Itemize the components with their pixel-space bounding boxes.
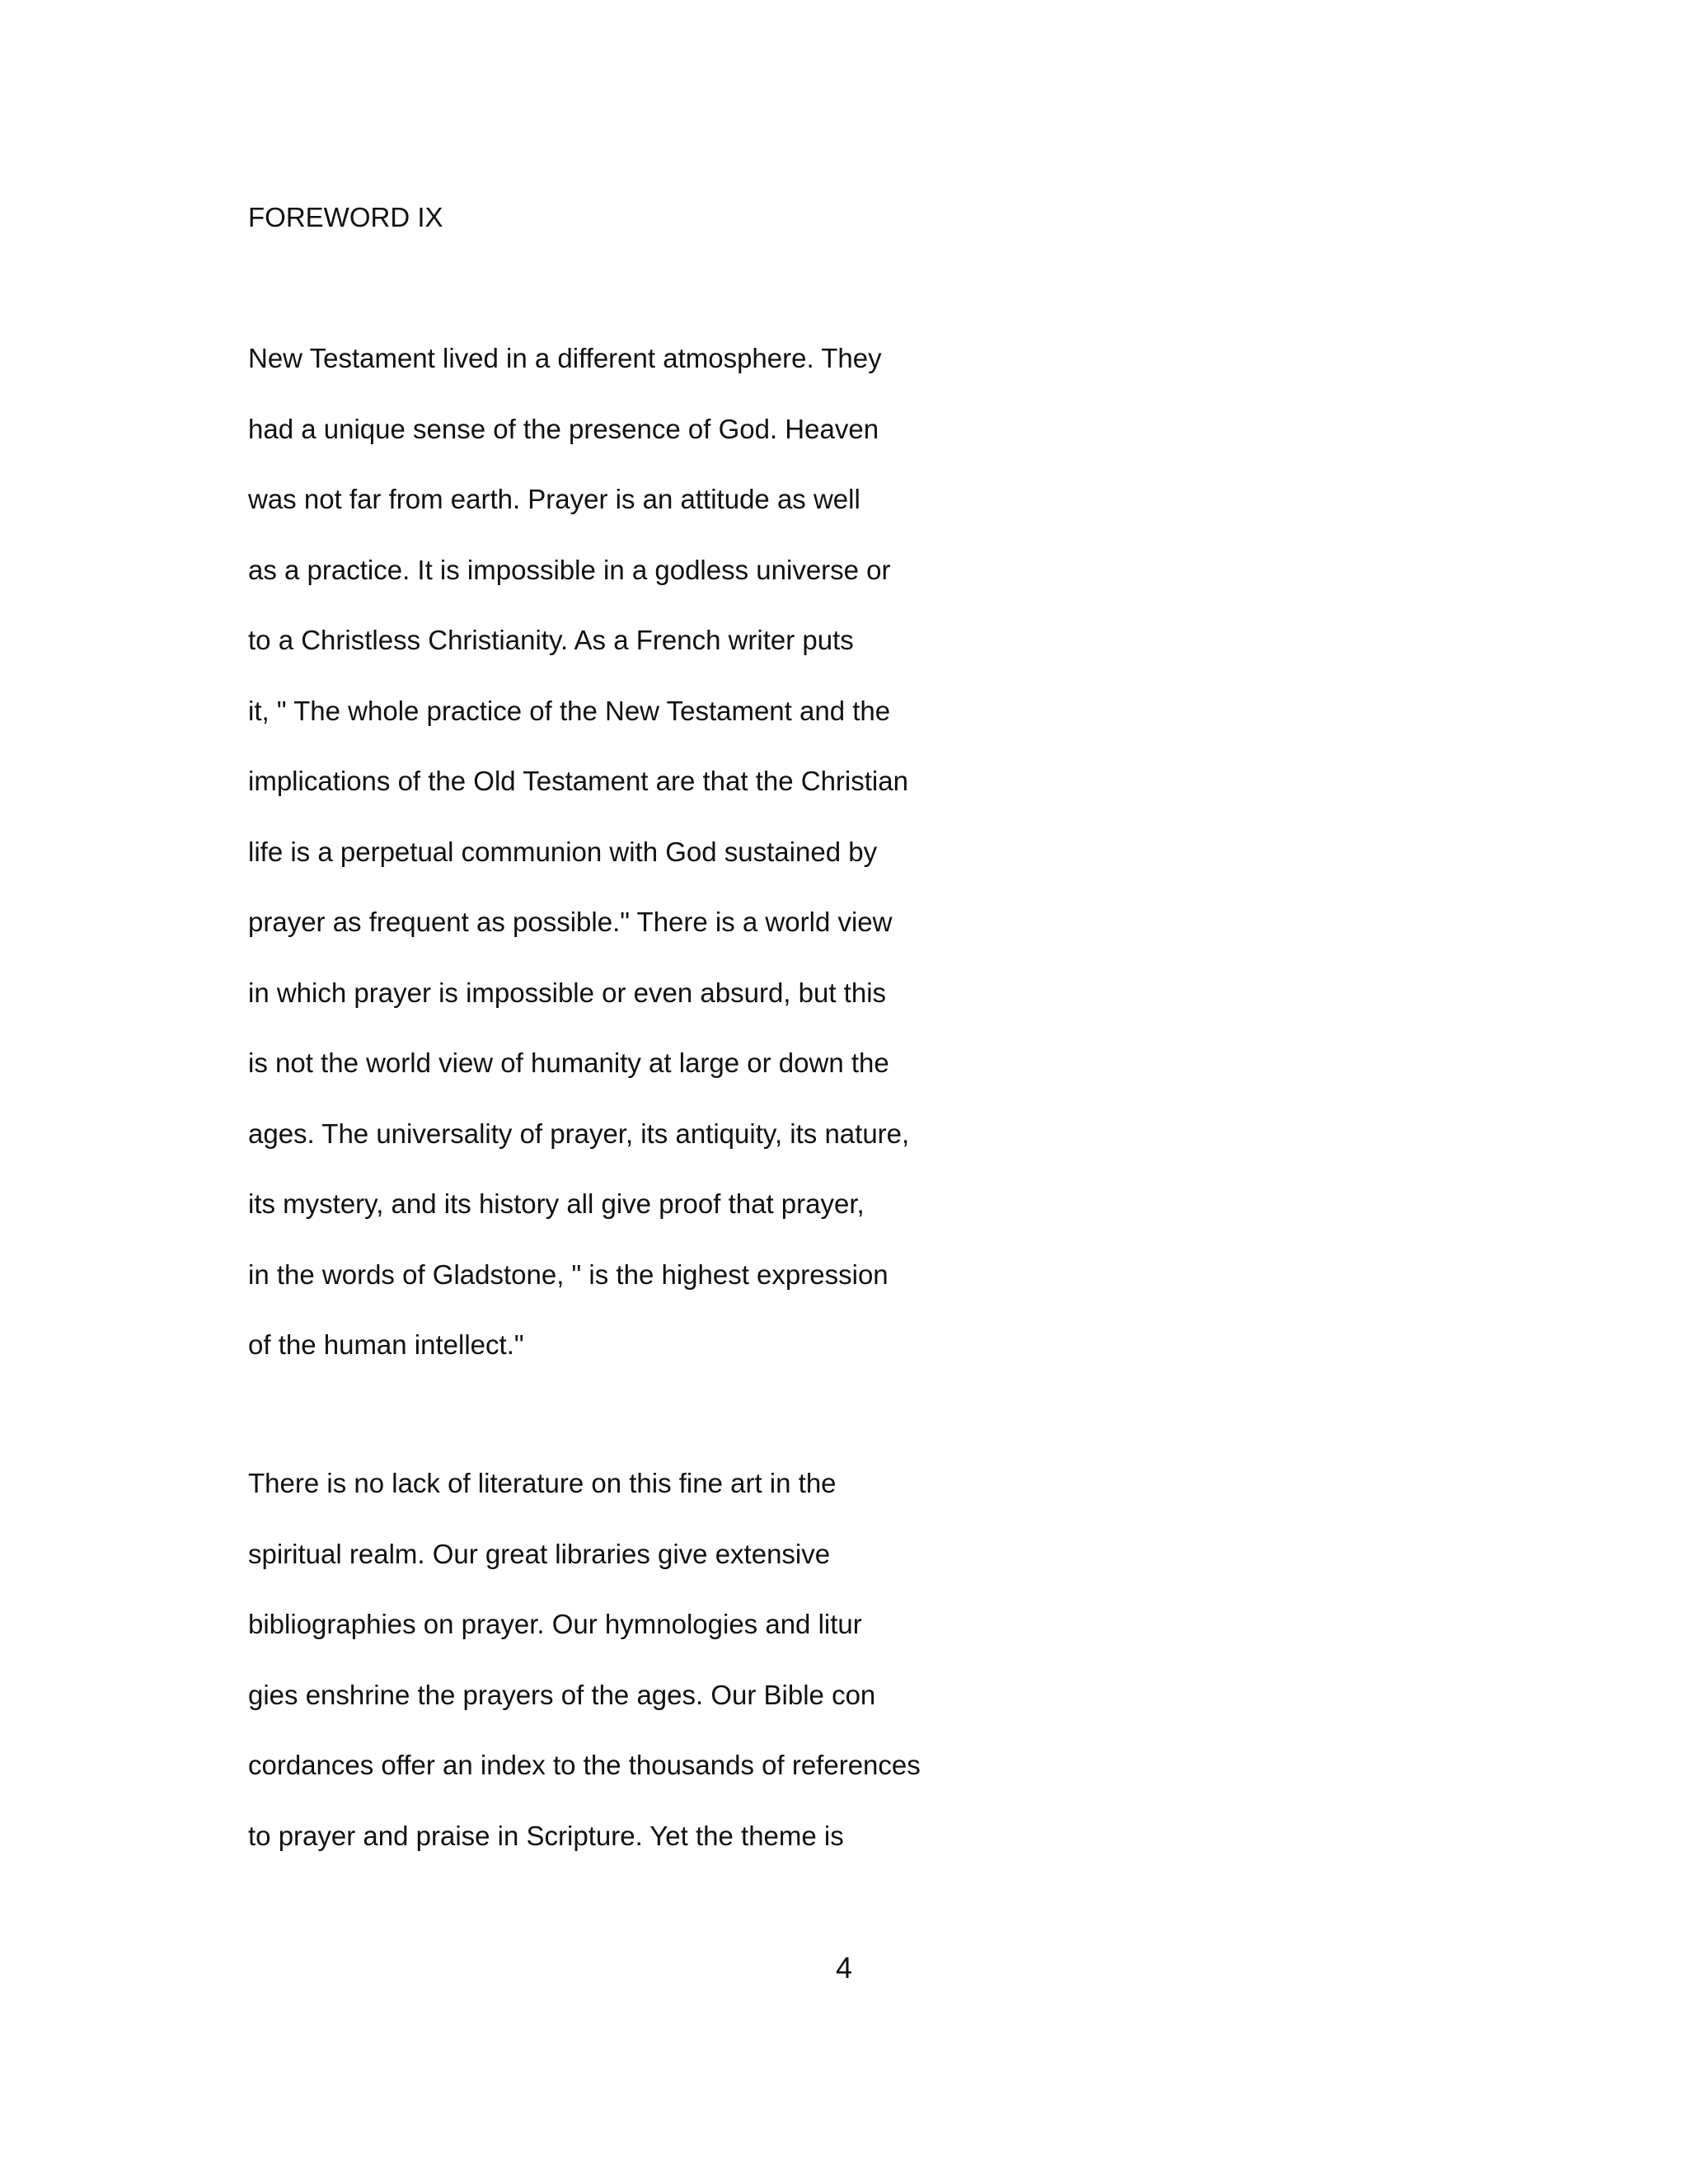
text-line: spiritual realm. Our great libraries give extensive bbox=[248, 1538, 831, 1569]
text-line: to prayer and praise in Scripture. Yet the theme is bbox=[248, 1820, 844, 1851]
text-line: as a practice. It is impossible in a godless universe or bbox=[248, 554, 891, 585]
text-line: implications of the Old Testament are that the Christian bbox=[248, 766, 908, 796]
text-line: There is no lack of literature on this fine art in the bbox=[248, 1468, 837, 1498]
text-line: in the words of Gladstone, " is the highest expression bbox=[248, 1258, 889, 1290]
text-line: is not the world view of humanity at large or down the bbox=[248, 1047, 889, 1078]
paragraph-1 bbox=[248, 340, 909, 1397]
text-line: had a unique sense of the presence of God. Heaven bbox=[248, 413, 879, 444]
text-line: it, " The whole practice of the New Testament and the bbox=[248, 695, 891, 726]
text-line: in which prayer is impossible or even absurd, but this bbox=[248, 977, 887, 1008]
page-number: 4 bbox=[835, 1951, 853, 1985]
text-line: New Testament lived in a different atmosphere. They bbox=[248, 343, 882, 373]
text-line: its mystery, and its history all give proof that prayer, bbox=[248, 1188, 865, 1219]
text-line: bibliographies on prayer. Our hymnologies and litur bbox=[248, 1609, 862, 1639]
text-line: life is a perpetual communion with God sustained by bbox=[248, 836, 878, 867]
text-line: was not far from earth. Prayer is an attitude as well bbox=[248, 484, 860, 514]
text-line: gies enshrine the prayers of the ages. Our Bible con bbox=[248, 1679, 876, 1710]
paragraph-2 bbox=[248, 1465, 921, 1887]
running-head: FOREWORD IX bbox=[248, 202, 443, 232]
text-line: to a Christless Christianity. As a French writer puts bbox=[248, 625, 854, 655]
text-line: cordances offer an index to the thousands of references bbox=[248, 1750, 921, 1780]
text-line: ages. The universality of prayer, its antiquity, its nature, bbox=[248, 1118, 910, 1149]
text-line: prayer as frequent as possible." There is a world view bbox=[248, 907, 893, 937]
text-line: of the human intellect." bbox=[248, 1329, 524, 1360]
